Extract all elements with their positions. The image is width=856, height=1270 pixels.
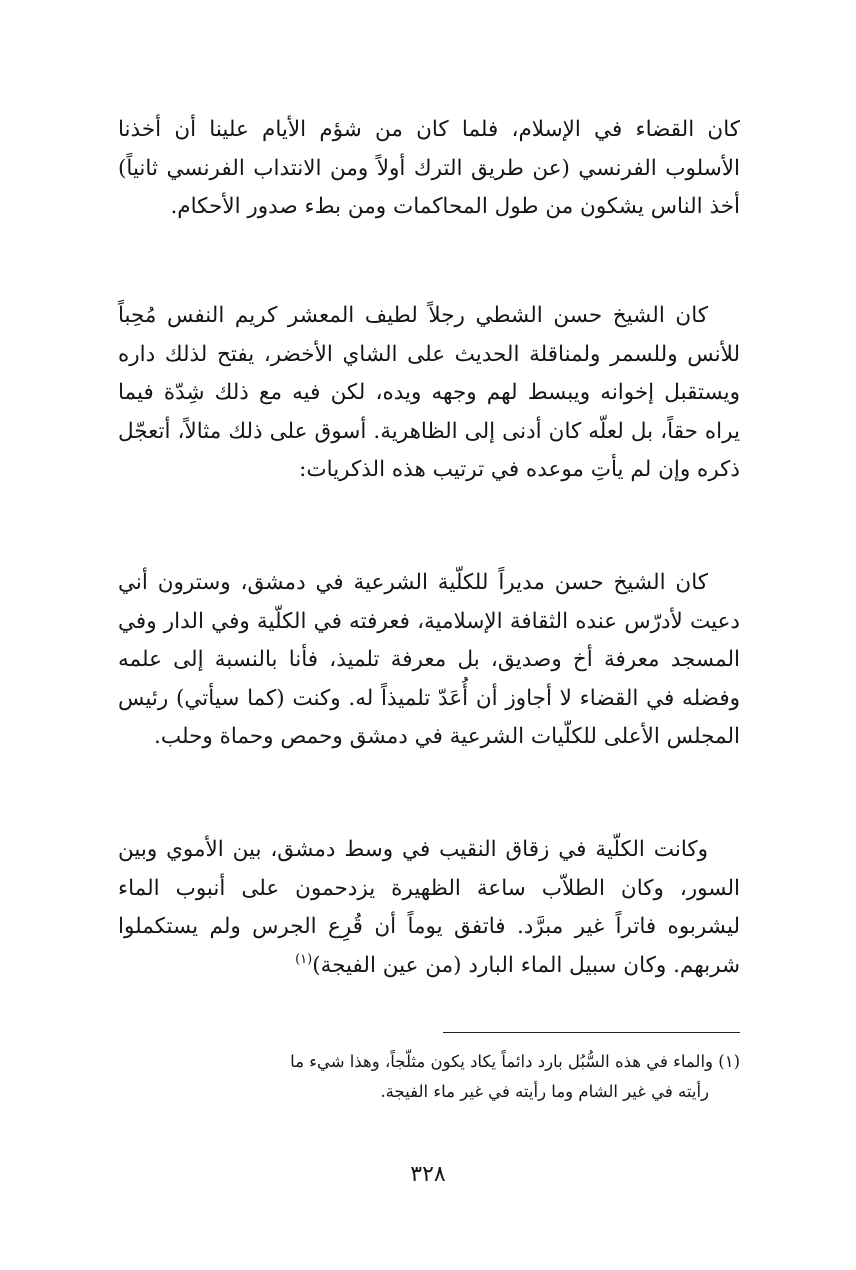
footnote [118, 1047, 740, 1107]
footnote-line-1: والماء في هذه السُّبُل بارد دائماً يكاد يكون مثلّجاً، وهذا شيء ما [290, 1052, 713, 1071]
paragraph-4 [118, 831, 740, 985]
page-number: ٣٢٨ [410, 1162, 446, 1187]
footnote-reference: (١) [295, 951, 313, 967]
paragraph-2 [118, 297, 740, 490]
footnote-line-2: رأيته في غير الشام وما رأيته في غير ماء الفيجة. [380, 1082, 709, 1101]
paragraph-1-text: كان القضاء في الإسلام، فلما كان من شؤم الأيام علينا أن أخذنا الأسلوب الفرنسي (عن طريق الترك أولاً ومن الانتداب الفرنسي ثانياً) أخذ الناس يشكون من طول المحاكمات ومن بطء صدور الأحكام. [118, 117, 740, 220]
paragraph-3 [118, 564, 740, 757]
paragraph-4-text: وكانت الكلّية في زقاق النقيب في وسط دمشق، بين الأموي وبين السور، وكان الطلاّب ساعة الظهيرة يزدحمون على أنبوب الماء ليشربوه فاتراً غير مبرَّد. فاتفق يوماً أن قُرِع الجرس ولم يستكملوا شربهم. وكان سبيل الماء البارد (من عين الفيجة) [118, 837, 740, 978]
paragraph-2-text: كان الشيخ حسن الشطي رجلاً لطيف المعشر كريم النفس مُحِباً للأنس وللسمر ولمناقلة الحديث على الشاي الأخضر، يفتح لذلك داره ويستقبل إخوانه ويبسط لهم وجهه ويده، لكن فيه مع ذلك شِدّة فيما يراه حقاً، بل لعلّه كان أدنى إلى الظاهرية. أسوق على ذلك مثالاً، أتعجّل ذكره وإن لم يأتِ موعده في ترتيب هذه الذكريات: [118, 303, 740, 483]
footnote-separator [443, 1032, 740, 1033]
paragraph-3-text: كان الشيخ حسن مديراً للكلّية الشرعية في دمشق، وسترون أني دعيت لأدرّس عنده الثقافة الإسلامية، فعرفته في الكلّية وفي الدار وفي المسجد معرفة أخ وصديق، بل معرفة تلميذ، فأنا بالنسبة إلى علمه وفضله في القضاء لا أجاوز أن أُعَدّ تلميذاً له. وكنت (كما سيأتي) رئيس المجلس الأعلى للكلّيات الشرعية في دمشق وحمص وحماة وحلب. [118, 570, 740, 750]
paragraph-1 [118, 111, 740, 227]
footnote-marker: (١) [718, 1052, 740, 1071]
